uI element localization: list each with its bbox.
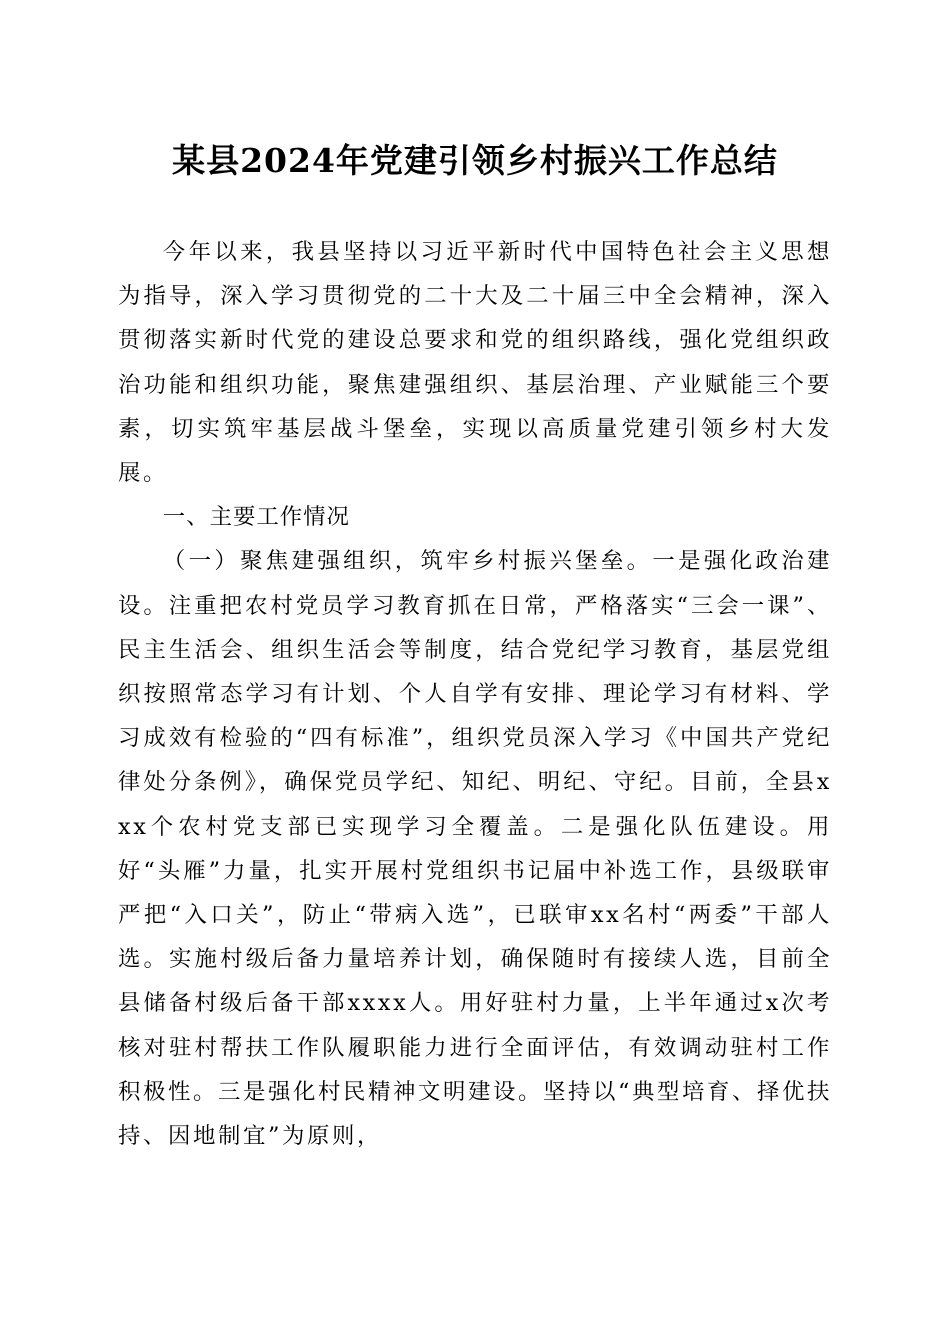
section-heading-main-work: 一、主要工作情况	[162, 504, 350, 531]
section-paragraph-organization: （一）聚焦建强组织，筑牢乡村振兴堡垒。一是强化政治建设。注重把农村党员学习教育抓在日常，严格落实“三会一课”、民主生活会、组织生活会等制度，结合党纪学习教育，基层党组织按照常态学习有计划、个人自学有安排、理论学习有材料、学习成效有检验的“四有标准”，组织党员深入学习《中国共产党纪律处分条例》，确保党员学纪、知纪、明纪、守纪。目前，全县xxx个农村党支部已实现学习全覆盖。二是强化队伍建设。用好“头雁”力量，扎实开展村党组织书记届中补选工作，县级联审严把“入口关”，防止“带病入选”，已联审xx名村“两委”干部人选。实施村级后备力量培养计划，确保随时有接续人选，目前全县储备村级后备干部xxxx人。用好驻村力量，上半年通过x次考核对驻村帮扶工作队履职能力进行全面评估，有效调动驻村工作积极性。三是强化村民精神文明建设。坚持以“典型培育、择优扶持、因地制宜”为原则，	[118, 548, 832, 1150]
document-body	[118, 230, 832, 1158]
document-title: 某县2024年党建引领乡村振兴工作总结	[172, 141, 778, 180]
intro-paragraph: 今年以来，我县坚持以习近平新时代中国特色社会主义思想为指导，深入学习贯彻党的二十大及二十届三中全会精神，深入贯彻落实新时代党的建设总要求和党的组织路线，强化党组织政治功能和组织功能，聚焦建强组织、基层治理、产业赋能三个要素，切实筑牢基层战斗堡垒，实现以高质量党建引领乡村大发展。	[118, 239, 832, 487]
